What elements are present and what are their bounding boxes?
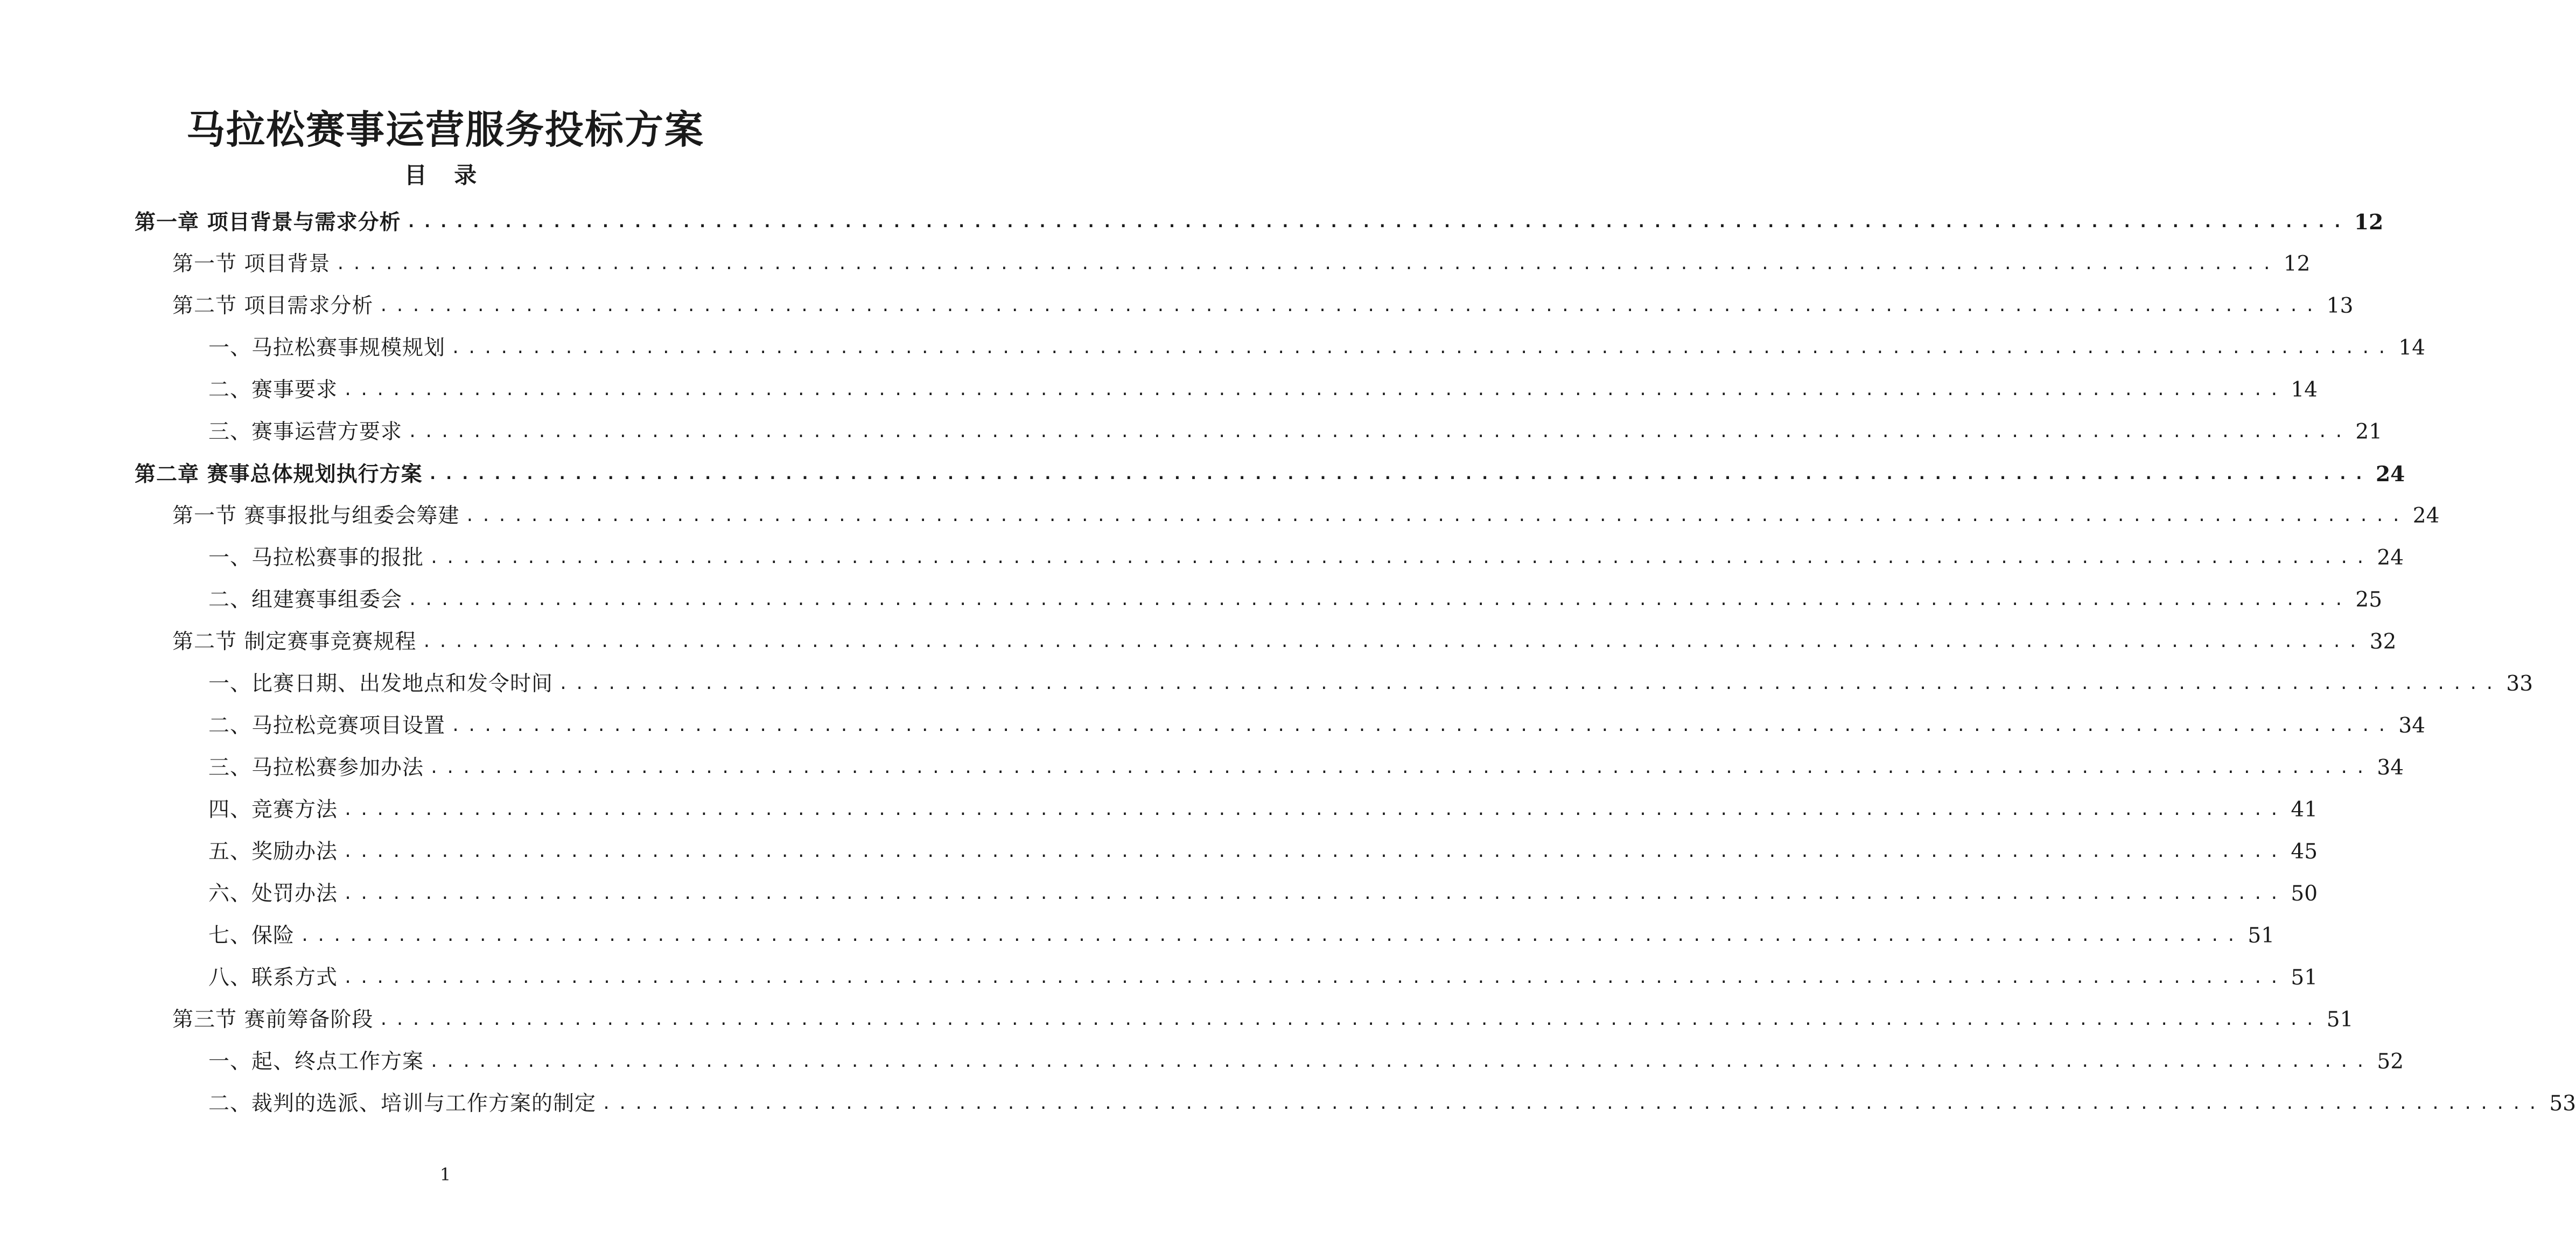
dot-leader: ........................................................................................................................ xyxy=(422,632,2364,651)
toc-entry-page: 14 xyxy=(2291,378,2318,402)
toc-entry-label: 四、竞赛方法 xyxy=(208,798,338,822)
toc-entry-label: 一、起、终点工作方案 xyxy=(208,1050,424,1074)
dot-leader: ........................................................................................................................ xyxy=(343,800,2286,819)
toc-entry-page: 13 xyxy=(2326,294,2354,318)
toc-entry-page: 52 xyxy=(2377,1050,2404,1074)
toc-entry-label: 五、奖励办法 xyxy=(208,840,338,864)
toc-entry-page: 51 xyxy=(2291,966,2318,990)
toc-entry[interactable] xyxy=(0,495,2440,537)
dot-leader: ........................................................................................................................ xyxy=(343,381,2286,399)
dot-leader: ........................................................................................................................ xyxy=(379,1010,2321,1029)
toc-entry-label: 第一章 项目背景与需求分析 xyxy=(135,210,401,235)
dot-leader: ........................................................................................................................ xyxy=(379,297,2321,315)
dot-leader: ........................................................................................................................ xyxy=(408,423,2350,441)
dot-leader: ........................................................................................................................ xyxy=(465,507,2407,525)
toc-entry-label: 二、马拉松竞赛项目设置 xyxy=(208,714,446,738)
toc-entry-page: 34 xyxy=(2398,714,2426,738)
toc-entry[interactable] xyxy=(0,537,2404,579)
dot-leader: ........................................................................................................................ xyxy=(343,968,2286,987)
toc-entry[interactable] xyxy=(0,453,2405,495)
toc-entry-page: 24 xyxy=(2412,504,2440,528)
toc-heading: 目 录 xyxy=(404,162,487,188)
dot-leader: ........................................................................................................................ xyxy=(343,884,2286,903)
page-number: 1 xyxy=(439,1164,451,1185)
toc-entry[interactable] xyxy=(0,327,2426,369)
toc-entry-page: 12 xyxy=(2283,252,2311,276)
toc-entry[interactable] xyxy=(0,957,2318,999)
dot-leader: ........................................................................................................................ xyxy=(429,758,2372,777)
toc-entry[interactable] xyxy=(0,369,2318,411)
toc-entry-label: 第一节 项目背景 xyxy=(172,252,331,276)
dot-leader: ........................................................................................................................ xyxy=(558,674,2501,693)
toc-entry-page: 24 xyxy=(2377,546,2404,570)
toc-entry-label: 第二章 赛事总体规划执行方案 xyxy=(135,462,423,487)
dot-leader: ........................................................................................................................ xyxy=(451,339,2393,357)
document-title: 马拉松赛事运营服务投标方案 xyxy=(186,107,704,152)
toc-entry-page: 41 xyxy=(2291,798,2318,822)
toc-entry-page: 53 xyxy=(2549,1092,2576,1116)
toc-entry[interactable] xyxy=(0,243,2311,285)
toc-entry[interactable] xyxy=(0,999,2354,1041)
toc-entry[interactable] xyxy=(0,411,2383,453)
toc-entry-label: 二、赛事要求 xyxy=(208,378,338,402)
toc-entry-page: 14 xyxy=(2398,336,2426,360)
toc-entry[interactable] xyxy=(0,789,2318,831)
toc-entry-label: 六、处罚办法 xyxy=(208,882,338,906)
toc-entry[interactable] xyxy=(0,201,2384,243)
toc-entry-page: 32 xyxy=(2369,630,2397,654)
toc-entry[interactable] xyxy=(0,831,2318,873)
toc-entry-page: 51 xyxy=(2248,924,2275,948)
toc-entry-label: 三、赛事运营方要求 xyxy=(208,420,403,444)
toc-entry-page: 12 xyxy=(2354,210,2384,235)
toc-entry-label: 第三节 赛前筹备阶段 xyxy=(172,1008,374,1032)
toc-entry[interactable] xyxy=(0,1041,2404,1083)
toc-entry[interactable] xyxy=(0,1083,2576,1125)
toc-entry-page: 34 xyxy=(2377,756,2404,780)
toc-entry[interactable] xyxy=(0,915,2275,957)
dot-leader: ........................................................................................................................ xyxy=(406,213,2349,231)
dot-leader: ........................................................................................................................ xyxy=(408,590,2350,609)
dot-leader: ........................................................................................................................ xyxy=(428,465,2370,483)
toc-entry-page: 50 xyxy=(2291,882,2318,906)
table-of-contents xyxy=(0,201,2576,1125)
dot-leader: ........................................................................................................................ xyxy=(601,1094,2544,1113)
dot-leader: ........................................................................................................................ xyxy=(451,716,2393,735)
toc-entry-label: 第二节 制定赛事竞赛规程 xyxy=(172,630,417,654)
dot-leader: ........................................................................................................................ xyxy=(335,255,2278,273)
toc-entry[interactable] xyxy=(0,747,2404,789)
toc-entry[interactable] xyxy=(0,705,2426,747)
toc-entry[interactable] xyxy=(0,579,2383,621)
toc-entry-label: 第一节 赛事报批与组委会筹建 xyxy=(172,504,460,528)
toc-entry-page: 45 xyxy=(2291,840,2318,864)
dot-leader: ........................................................................................................................ xyxy=(300,926,2243,945)
dot-leader: ........................................................................................................................ xyxy=(429,1052,2372,1071)
toc-entry-label: 一、马拉松赛事的报批 xyxy=(208,546,424,570)
toc-entry-label: 一、马拉松赛事规模规划 xyxy=(208,336,446,360)
dot-leader: ........................................................................................................................ xyxy=(343,842,2286,861)
toc-entry-page: 33 xyxy=(2506,672,2533,696)
toc-entry[interactable] xyxy=(0,621,2397,663)
toc-entry-label: 七、保险 xyxy=(208,924,295,948)
toc-entry-label: 第二节 项目需求分析 xyxy=(172,294,374,318)
toc-entry[interactable] xyxy=(0,285,2354,327)
toc-entry[interactable] xyxy=(0,663,2533,705)
toc-entry-label: 八、联系方式 xyxy=(208,966,338,990)
toc-entry-page: 24 xyxy=(2375,462,2405,487)
toc-entry-label: 三、马拉松赛参加办法 xyxy=(208,756,424,780)
toc-entry[interactable] xyxy=(0,873,2318,915)
toc-entry-page: 21 xyxy=(2355,420,2383,444)
dot-leader: ........................................................................................................................ xyxy=(429,548,2372,567)
toc-entry-page: 25 xyxy=(2355,588,2383,612)
toc-entry-label: 一、比赛日期、出发地点和发令时间 xyxy=(208,672,554,696)
toc-entry-page: 51 xyxy=(2326,1008,2354,1032)
toc-entry-label: 二、组建赛事组委会 xyxy=(208,588,403,612)
toc-entry-label: 二、裁判的选派、培训与工作方案的制定 xyxy=(208,1092,597,1116)
